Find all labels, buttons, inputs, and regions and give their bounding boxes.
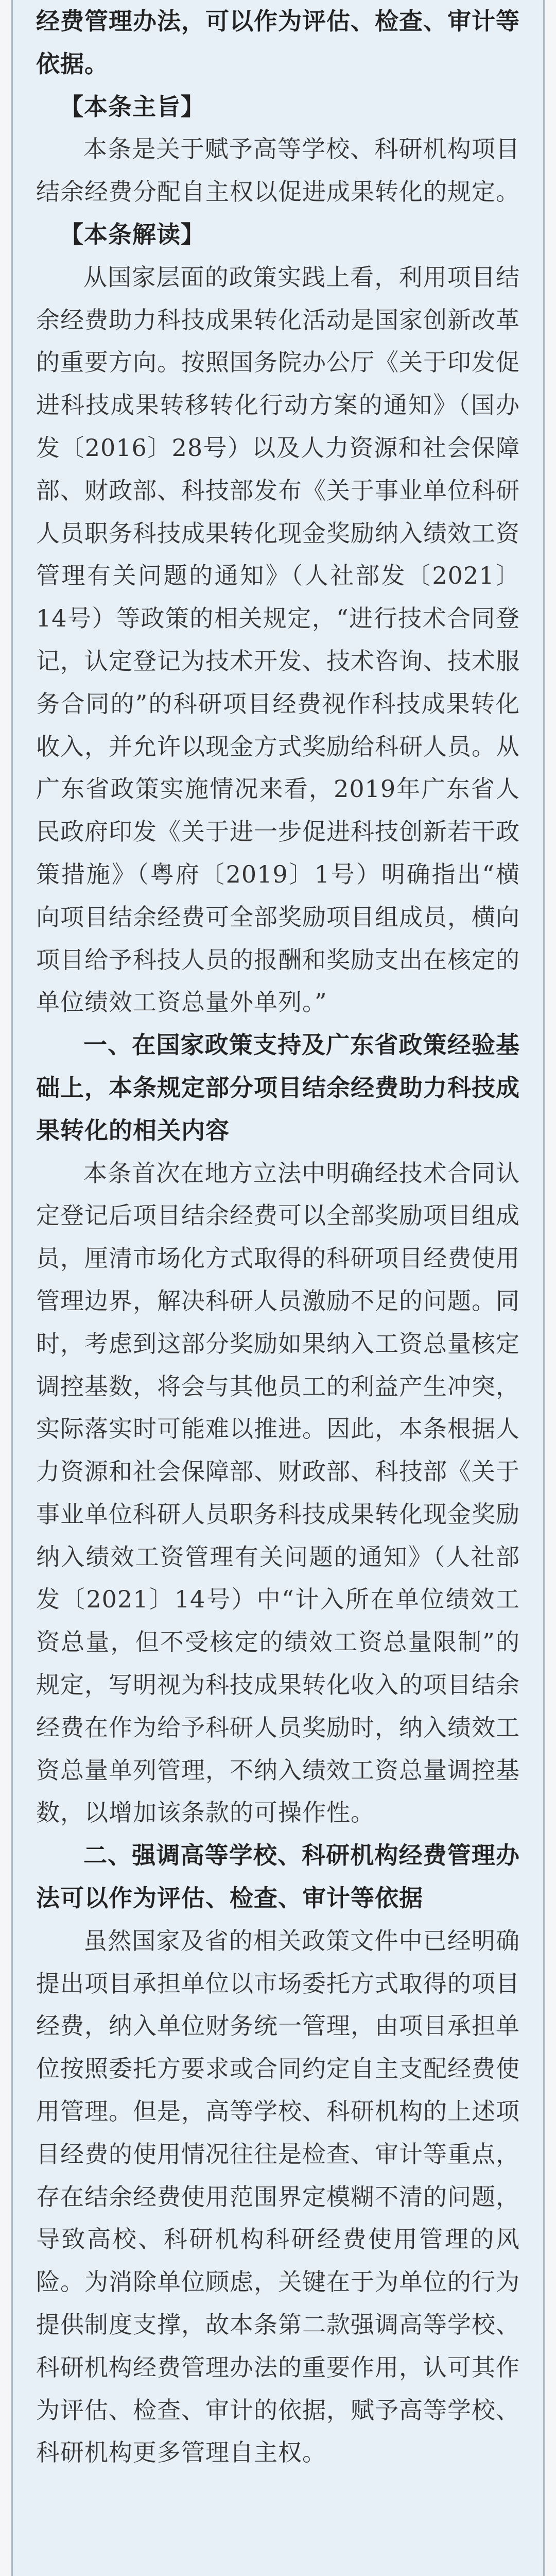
section-tag-purpose: 【本条主旨】 — [60, 92, 205, 121]
section-paragraph: 虽然国家及省的相关政策文件中已经明确提出项目承担单位以市场委托方式取得的项目经费，纳入单位财务统一管理，由项目承担单位按照委托方要求或合同约定自主支配经费使用管理。但是，高等学校、科研机构的上述项目经费的使用情况往往是检查、审计等重点，存在结余经费使用范围界定模糊不清的问题，导致高校、科研机构科研经费使用管理的风险。为消除单位顾虑，关键在于为单位的行为提供制度支撑，故本条第二款强调高等学校、科研机构经费管理办法的重要作用，认可其作为评估、检查、审计的依据，赋予高等学校、科研机构更多管理自主权。 — [36, 1926, 520, 2467]
header-title-fragment: 经费管理办法，可以作为评估、检查、审计等依据。 — [36, 7, 520, 78]
section-tag-interpretation: 【本条解读】 — [60, 220, 205, 248]
subsection-heading-2: 二、强调高等学校、科研机构经费管理办法可以作为评估、检查、审计等依据 — [36, 1841, 520, 1912]
section-paragraph: 本条是关于赋予高等学校、科研机构项目结余经费分配自主权以促进成果转化的规定。 — [36, 135, 520, 206]
subsection-heading-1: 一、在国家政策支持及广东省政策经验基础上，本条规定部分项目结余经费助力科技成果转化的相关内容 — [36, 1031, 520, 1144]
section-paragraph: 本条首次在地方立法中明确经技术合同认定登记后项目结余经费可以全部奖励项目组成员，厘清市场化方式取得的科研项目经费使用管理边界，解决科研人员激励不足的问题。同时，考虑到这部分奖励如果纳入工资总量核定调控基数，将会与其他员工的利益产生冲突，实际落实时可能难以推进。因此，本条根据人力资源和社会保障部、财政部、科技部《关于事业单位科研人员职务科技成果转化现金奖励纳入绩效工资管理有关问题的通知》（人社部发〔2021〕14号）中“计入所在单位绩效工资总量，但不受核定的绩效工资总量限制”的规定，写明视为科技成果转化收入的项目结余经费在作为给予科研人员奖励时，纳入绩效工资总量单列管理，不纳入绩效工资总量调控基数，以增加该条款的可操作性。 — [36, 1159, 520, 1827]
section-paragraph: 从国家层面的政策实践上看，利用项目结余经费助力科技成果转化活动是国家创新改革的重要方向。按照国务院办公厅《关于印发促进科技成果转移转化行动方案的通知》（国办发〔2016〕28号）以及人力资源和社会保障部、财政部、科技部发布《关于事业单位科研人员职务科技成果转化现金奖励纳入绩效工资管理有关问题的通知》（人社部发〔2021〕14号）等政策的相关规定，“进行技术合同登记，认定登记为技术开发、技术咨询、技术服务合同的”的科研项目经费视作科技成果转化收入，并允许以现金方式奖励给科研人员。从广东省政策实施情况来看，2019年广东省人民政府印发《关于进一步促进科技创新若干政策措施》（粤府〔2019〕1号）明确指出“横向项目结余经费可全部奖励项目组成员，横向项目给予科技人员的报酬和奖励支出在核定的单位绩效工资总量外单列。” — [36, 263, 520, 1016]
article-content — [36, 0, 520, 2474]
